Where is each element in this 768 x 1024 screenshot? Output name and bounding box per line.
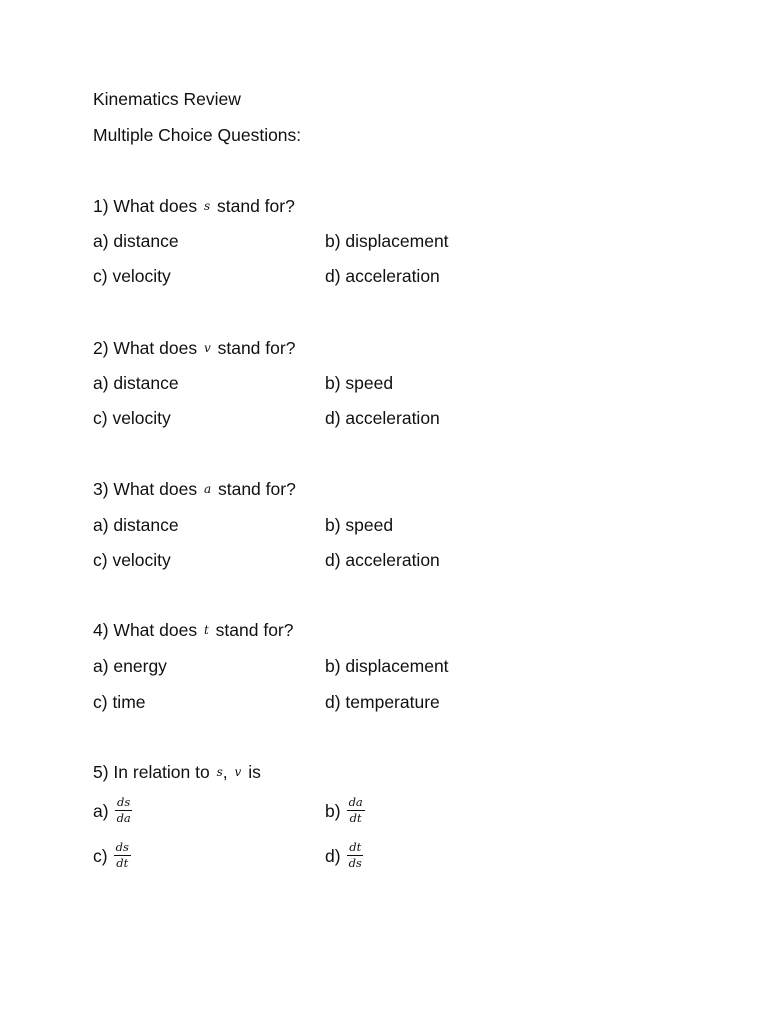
q5-option-d <box>325 841 364 870</box>
q1-option-b: b) displacement <box>325 231 449 251</box>
fraction <box>347 796 365 825</box>
option-label: c) <box>93 845 108 866</box>
fraction-denominator: dt <box>349 811 362 825</box>
question-1 <box>93 195 295 219</box>
q4-option-d: d) temperature <box>325 692 440 712</box>
fraction <box>114 841 131 870</box>
question-text: 2) What does <box>93 338 198 358</box>
q5-option-c <box>93 841 131 870</box>
fraction-numerator: dt <box>349 840 362 854</box>
question-4 <box>93 619 293 643</box>
q2-option-c: c) velocity <box>93 408 171 428</box>
fraction-numerator: ds <box>117 795 131 809</box>
question-text: stand for? <box>217 196 295 216</box>
question-text: 1) What does <box>93 196 198 216</box>
option-label: a) <box>93 800 109 821</box>
q4-option-a: a) energy <box>93 656 167 676</box>
q1-option-c: c) velocity <box>93 266 171 286</box>
q3-option-b: b) speed <box>325 515 394 535</box>
q2-option-d: d) acceleration <box>325 408 440 428</box>
variable-symbol: a <box>203 482 212 496</box>
q3-option-c: c) velocity <box>93 550 171 570</box>
fraction-numerator: da <box>348 795 363 809</box>
question-text: stand for? <box>217 479 296 499</box>
fraction-denominator: ds <box>348 856 362 870</box>
q5-option-b <box>325 796 365 825</box>
fraction-denominator: dt <box>116 856 129 870</box>
q1-option-d: d) acceleration <box>325 266 440 286</box>
fraction <box>347 841 364 870</box>
question-text: stand for? <box>215 620 294 640</box>
q5-option-a <box>93 796 133 825</box>
variable-symbol: s <box>203 199 211 213</box>
fraction <box>115 796 133 825</box>
separator: , <box>222 762 228 782</box>
question-text: 3) What does <box>93 479 198 499</box>
q4-option-b: b) displacement <box>325 656 449 676</box>
fraction-numerator: ds <box>115 840 129 854</box>
fraction-denominator: da <box>116 811 131 825</box>
variable-symbol: s <box>216 765 223 779</box>
question-text: 4) What does <box>93 620 198 640</box>
question-text: stand for? <box>217 338 296 358</box>
variable-symbol: t <box>203 623 209 637</box>
document-title: Kinematics Review <box>93 89 241 109</box>
variable-symbol: v <box>234 765 242 779</box>
q3-option-a: a) distance <box>93 515 179 535</box>
q1-option-a: a) distance <box>93 231 179 251</box>
q2-option-a: a) distance <box>93 373 179 393</box>
option-label: d) <box>325 845 341 866</box>
q2-option-b: b) speed <box>325 373 394 393</box>
question-text: 5) In relation to <box>93 762 210 782</box>
q3-option-d: d) acceleration <box>325 550 440 570</box>
question-2 <box>93 337 295 361</box>
variable-symbol: v <box>203 341 211 355</box>
option-label: b) <box>325 800 341 821</box>
q4-option-c: c) time <box>93 692 146 712</box>
section-heading: Multiple Choice Questions: <box>93 125 302 145</box>
question-text: is <box>248 762 261 782</box>
question-3 <box>93 478 296 502</box>
question-5 <box>93 761 261 785</box>
